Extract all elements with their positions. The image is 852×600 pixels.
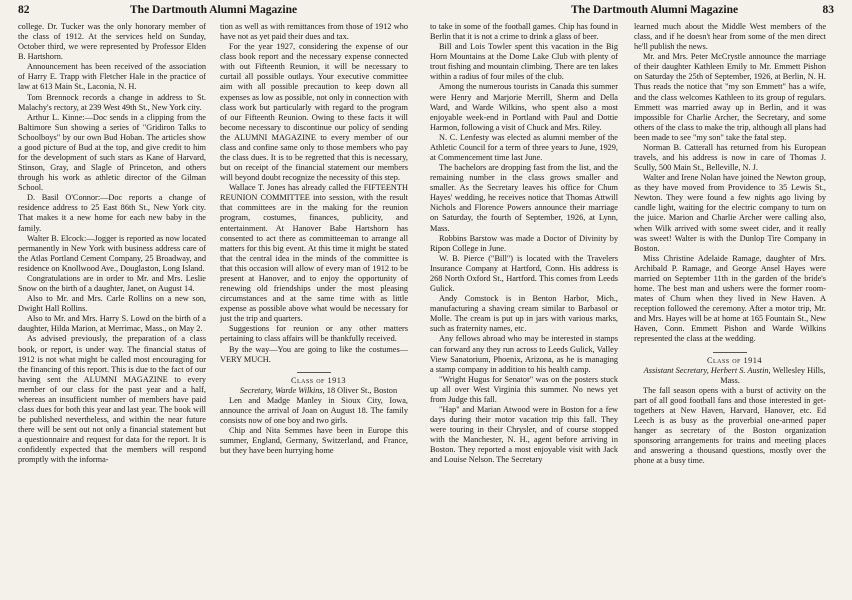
paragraph: As advised previously, the preparation of a class book, or report, is under way. The financial status of 1912 is not what might be called most encouraging for the financing of this report. This is due to the fact of our having sent the ALUMNI MAGAZINE to every member of our class for the past year and a half, whereas an insufficient number of members have paid class dues for both this year and last year. The book will be published nevertheless, and within the near future there will be sent out not only a financial statement but a questionnaire and request for data for the report. It is confidently expected that the members will respond promptly with the informa- — [18, 334, 206, 465]
running-title: The Dartmouth Alumni Magazine — [130, 4, 298, 16]
left-column-2 — [220, 22, 408, 596]
right-column-2 — [634, 22, 826, 596]
paragraph: Len and Madge Manley in Sioux City, Iowa, announce the arrival of Joan on August 18. The family consists now of one boy and two girls. — [220, 395, 408, 425]
paragraph: W. B. Pierce ("Bill") is located with the Travelers Insurance Company at Hartford, Conn. His address is 268 North Oxford St., Hartford. This comes from Leeds Gulick. — [430, 253, 618, 294]
paragraph: Suggestions for reunion or any other matters pertaining to class affairs will be thankfully received. — [220, 324, 408, 344]
paragraph: D. Basil O'Connor:—Doc reports a change of residence address to 25 East 86th St., New York city. That makes it a new home for each new baby in the family. — [18, 193, 206, 233]
paragraph: Also to Mr. and Mrs. Harry S. Lowd on the birth of a daughter, Hilda Marion, at Merrimac, Mass., on May 2. — [18, 314, 206, 334]
paragraph: N. C. Lenfesty was elected as alumni member of the Athletic Council for a term of three years to June, 1929, at Commencement time last June. — [430, 132, 618, 163]
paragraph: Wallace T. Jones has already called the FIFTEENTH REUNION COMMITTEE into session, with the result that committees are in the making for the reunion program, costumes, finances, publicity, and entertainment. At Hanover Babe Hartshorn has consented to act there as committeeman to arrange all matters for this big event. At this time it might be stated that the central idea in the minds of the committee is that this occasion will allow of every man of 1912 to be present at Hanover, and to enjoy the opportunity of renewing old friendships under the most pleasing circumstances and at the same time with as little expense as possible above what would be necessary for just the trip and quarters. — [220, 183, 408, 324]
paragraph: Walter and Irene Nolan have joined the Newton group, as they have moved from Providence to 35 Lewis St., Newton. They were found a few nights ago living by candle light, waiting for the electric company to turn on the juice. Marion and Charlie Archer were calling also, when Wilk arrived with some sweet cider, and it really was sweet! Walter is with the Dunlop Tire Company in Boston. — [634, 173, 826, 253]
paragraph: The bachelors are dropping fast from the list, and the remaining number in the class grows smaller and smaller. As the Secretary leaves his office for Chum Hayes' wedding, he receives notice that Thomas Attwill Nichols and Florence Powers announce their marriage on Saturday, the fourth of September, 1926, at Lynn, Mass. — [430, 163, 618, 233]
paragraph: Arthur L. Kinne:—Doc sends in a clipping from the Baltimore Sun showing a series of "Gridiron Talks to Schoolboys" by our own Bud Hoban. The articles show a good picture of Bud at the top, and give credit to him for the development of such stars as Kane of Harvard, Stinson, Gray, and Slagle of Princeton, and others through his work as athletic director of the Gilman School. — [18, 112, 206, 193]
left-page-header — [18, 4, 408, 18]
right-column-1 — [430, 22, 618, 596]
paragraph: Mr. and Mrs. Peter McCrystle announce the marriage of their daughter Kathleen Emily to Mr. Emmett Pishon on Saturday the 25th of September, 1926, at Berlin, N. H. Thus reads the notice that "my son Emmett" has a wife, and the class welcomes Kathleen to its group of regulars. Emmett was married away up in Berlin, and it was impossible for Charlie Archer, the Secretary, and some others of the class to make the trip, although all plans had been made to see "my son" take the fatal step. — [634, 52, 826, 142]
secretary-name: Secretary, Warde Wilkins, — [239, 385, 325, 395]
paragraph: Any fellows abroad who may be interested in stamps can forward any they run across to Leeds Gulick, Valley View Sanatorium, Phoenix, Arizona, as he is managing a stamp company in addition to his health camp. — [430, 334, 618, 374]
paragraph: Robbins Barstow was made a Doctor of Divinity by Ripon College in June. — [430, 233, 618, 253]
class-secretary-line — [634, 366, 826, 386]
paragraph: college. Dr. Tucker was the only honorary member of the class of 1912. At the services held on Sunday, October third, we were represented by Professor Elden B. Hartshorn. — [18, 22, 206, 62]
paragraph: Also to Mr. and Mrs. Carle Rollins on a new son, Dwight Hall Rollins. — [18, 294, 206, 314]
paragraph: Miss Christine Adelaide Ramage, daughter of Mrs. Archibald P. Ramage, and George Ansel Hayes were married on September 11th in the garden of the bride's home. The best man and ushers were the former room-mates of Chum when they lived in New Haven. A reception followed the ceremony. After a motor trip, Mr. and Mrs. Hayes will be at home at 165 Fountain St., New Haven, Conn. Emmett Pishon and Warde Wilkins represented the class at the wedding. — [634, 253, 826, 344]
paragraph: Congratulations are in order to Mr. and Mrs. Leslie Snow on the birth of a daughter, Janet, on August 14. — [18, 273, 206, 294]
paragraph: "Hap" and Marian Atwood were in Boston for a few days during their motor vacation trip this fall. They were touring in their Chrysler, and of course stopped with the Manchester, N. H., agent before arriving in Boston. They reported a most enjoyable visit with Jack and Louise Nelson. The Secretary — [430, 404, 618, 465]
page-number: 83 — [822, 4, 834, 16]
class-secretary-line — [220, 386, 408, 396]
paragraph: Walter B. Elcock:—Jogger is reported as now located permanently in New York with business address care of the Atlas Portland Cement Company, 25 Broadway, and residence on Knollwood Ave., Douglaston, Long Island. — [18, 233, 206, 273]
section-divider — [297, 372, 331, 373]
secretary-address: 18 Oliver St., Boston — [326, 385, 398, 395]
paragraph: The fall season opens with a burst of activity on the part of all good football fans and those interested in get-togethers at New Haven, Harvard, Hanover, etc. Ed Leech is as busy as the proverbial one-armed paper hanger as secretary of the Boston organization sponsoring arrangements for trains and meeting places and answering a thousand questions, mostly over the phone at a busy time. — [634, 385, 826, 466]
paragraph: Among the numerous tourists in Canada this summer were Henry and Marjorie Merrill, Sherm and Della Ward, and Warde Wilkins, who spent also a most enjoyable week-end in Portland with Paul and Dottie Harmon, following a visit of Chuck and Mrs. Riley. — [430, 82, 618, 132]
paragraph: By the way—You are going to like the costumes—VERY MUCH. — [220, 344, 408, 364]
paragraph: For the year 1927, considering the expense of our class book report and the necessary expense connected with out Fifteenth Reunion, it will be necessary to curtail all possible outlays. Your executive committee aim with all possible precaution to keep down all expenses as low as possible, not only in connection with class work but particularly with regard to the program of our Fifteenth Reunion. Owing to these facts it will become necessary to discontinue our policy of sending the ALUMNI MAGAZINE to every member of our class and confine same only to those members who pay the class dues. It is to be regretted that this is necessary, but on receipt of the financial statement our members will beyond doubt recognize the necessity of this step. — [220, 42, 408, 183]
right-page — [426, 0, 852, 600]
paragraph: learned much about the Middle West members of the class, and if he doesn't hear from some of the men direct he'll publish the news. — [634, 22, 826, 52]
paragraph: "Wright Hugus for Senator" was on the posters stuck up all over West Virginia this summer. No news yet from Judge this fall. — [430, 374, 618, 404]
right-page-header — [444, 4, 834, 18]
paragraph: Chip and Nita Semmes have been in Europe this summer, England, Germany, Switzerland, and France, but they have been hurrying home — [220, 426, 408, 456]
paragraph: tion as well as with remittances from those of 1912 who have not as yet paid their dues and tax. — [220, 22, 408, 42]
paragraph: Norman B. Catterall has returned from his European travels, and his address is now in care of Thomas J. Scully, 500 Main St., Belleville, N. J. — [634, 142, 826, 173]
paragraph: Tom Brennock records a change in address to St. Malachy's rectory, at 239 West 49th St., New York city. — [18, 92, 206, 112]
paragraph: to take in some of the football games. Chip has found in Berlin that it is not a crime to drink a glass of beer. — [430, 22, 618, 42]
class-section-heading: Class of 1913 — [290, 375, 347, 385]
paragraph: Andy Comstock is in Benton Harbor, Mich., manufacturing a shaving cream similar to Barbasol or Molle. The cream is put up in jars with various marks, such as fraternity names, etc. — [430, 294, 618, 334]
secretary-name: Assistant Secretary, Herbert S. Austin, — [643, 365, 771, 375]
secretary-address: Wellesley Hills, Mass. — [720, 365, 826, 385]
section-divider — [713, 352, 747, 353]
paragraph: Announcement has been received of the association of Harry E. Trapp with Fletcher Hale in the practice of law at 613 Main St., Laconia, N. H. — [18, 62, 206, 92]
paragraph: Bill and Lois Towler spent this vacation in the Big Horn Mountains at the Dome Lake Club with plenty of trout fishing and mountain climbing. There are ten lakes within a radius of four miles of the club. — [430, 42, 618, 82]
class-section-heading: Class of 1914 — [706, 355, 763, 365]
left-column-1 — [18, 22, 206, 596]
page-number: 82 — [18, 4, 30, 16]
running-title: The Dartmouth Alumni Magazine — [571, 4, 739, 16]
